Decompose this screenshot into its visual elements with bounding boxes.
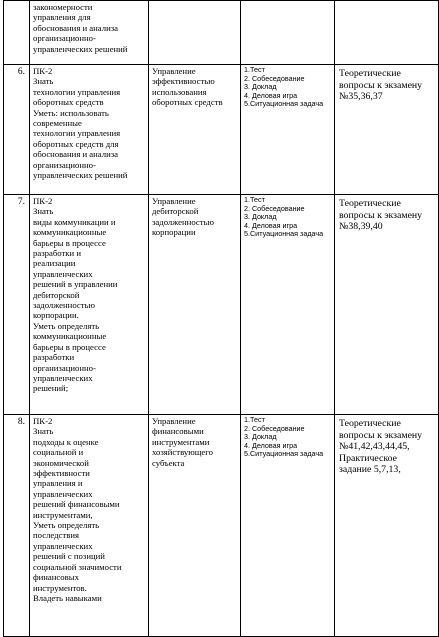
competence-line: дебиторской <box>33 289 80 300</box>
control-form-item: 5.Ситуационная задача <box>244 449 324 459</box>
assessment-table <box>3 0 439 637</box>
control-forms-cell <box>241 195 335 415</box>
competence-line: обоснования и анализа <box>33 22 119 33</box>
exam-line: Практическое <box>339 452 397 464</box>
topic-cell: Управление эффективностью использования оборотных средств <box>149 65 241 195</box>
competence-line: управленческих <box>33 372 93 383</box>
competence-line: организационно- <box>33 33 96 44</box>
competence-line: ПК-2 <box>33 416 53 426</box>
competence-line: управленческих решений <box>33 170 128 181</box>
competence-cell <box>30 415 149 637</box>
competence-line: инструментов. <box>33 582 87 593</box>
control-form-item: 3. Доклад <box>244 212 277 222</box>
competence-line: коммуникационные <box>33 331 107 342</box>
competence-line: Уметь определять <box>33 520 100 531</box>
competence-line: управления и <box>33 478 83 489</box>
competence-line: организационно- <box>33 362 96 373</box>
competence-line: разработки <box>33 352 75 363</box>
control-forms-cell <box>241 415 335 637</box>
control-form-item: 4. Деловая игра <box>244 220 298 230</box>
control-form-item: 4. Деловая игра <box>244 440 298 450</box>
exam-line: вопросы к экзамену <box>339 429 423 441</box>
table-row <box>4 1 439 65</box>
competence-line: Знать <box>33 206 54 217</box>
table-row <box>4 195 439 415</box>
control-form-item: 3. Доклад <box>244 82 277 92</box>
row-number-cell: 7. <box>4 195 30 415</box>
table-body <box>4 1 439 637</box>
exam-line: №41,42,43,44,45, <box>339 441 410 453</box>
competence-line: управленческих <box>33 488 93 499</box>
exam-line: задание 5,7,13, <box>339 464 401 476</box>
competence-line: эффективности <box>33 468 90 479</box>
competence-cell <box>30 195 149 415</box>
exam-line: №35,36,37 <box>339 91 383 103</box>
exam-questions-cell <box>335 415 439 637</box>
control-form-item: 2. Собеседование <box>244 73 305 83</box>
competence-line: Уметь определять <box>33 320 100 331</box>
exam-line: №38,39,40 <box>339 221 383 233</box>
competence-line: оборотных средств для <box>33 138 119 149</box>
competence-line: подходы к оценке <box>33 436 99 447</box>
competence-line: организационно- <box>33 159 96 170</box>
competence-cell <box>30 1 149 65</box>
control-forms-cell <box>241 65 335 195</box>
competence-line: инструментами, <box>33 509 93 520</box>
control-form-item: 1.Тест <box>244 195 265 204</box>
control-form-item: 1.Тест <box>244 415 265 424</box>
exam-line: вопросы к экзамену <box>339 209 423 221</box>
control-form-item: 1.Тест <box>244 65 265 74</box>
competence-line: Знать <box>33 426 54 437</box>
row-number-cell: 8. <box>4 415 30 637</box>
competence-line: социальной и <box>33 447 84 458</box>
competence-line: Владеть навыками <box>33 592 102 603</box>
competence-cell <box>30 65 149 195</box>
competence-line: закономерности <box>33 2 93 12</box>
competence-line: Знать <box>33 76 54 87</box>
competence-line: финансовых <box>33 572 79 583</box>
competence-line: корпорации. <box>33 310 79 321</box>
competence-line: решений; <box>33 383 69 394</box>
competence-line: задолженностью <box>33 300 95 311</box>
competence-line: разработки и <box>33 248 81 259</box>
table-row <box>4 415 439 637</box>
control-form-item: 2. Собеседование <box>244 203 305 213</box>
topic-cell: Управление финансовыми инструментами хозяйствующего субъекта <box>149 415 241 637</box>
competence-line: социальной значимости <box>33 561 122 572</box>
competence-line: барьеры в процессе <box>33 237 106 248</box>
table-row <box>4 65 439 195</box>
competence-line: современные <box>33 118 82 129</box>
row-number-cell: 6. <box>4 65 30 195</box>
competence-line: управленческих <box>33 268 93 279</box>
exam-line: Теоретические <box>339 418 401 429</box>
topic-cell <box>149 1 241 65</box>
competence-line: ПК-2 <box>33 196 53 206</box>
competence-line: управленческих решений <box>33 43 128 54</box>
competence-line: коммуникационные <box>33 227 107 238</box>
competence-line: виды коммуникации и <box>33 216 116 227</box>
competence-line: Уметь: использовать <box>33 107 109 118</box>
control-form-item: 2. Собеседование <box>244 423 305 433</box>
competence-line: решений в управлении <box>33 279 118 290</box>
competence-line: управления для <box>33 12 91 23</box>
competence-line: решений финансовыми <box>33 499 120 510</box>
control-forms-cell <box>241 1 335 65</box>
control-form-item: 5.Ситуационная задача <box>244 99 324 109</box>
exam-line: Теоретические <box>339 198 401 209</box>
control-form-item: 5.Ситуационная задача <box>244 229 324 239</box>
exam-questions-cell <box>335 1 439 65</box>
exam-questions-cell <box>335 195 439 415</box>
competence-line: экономической <box>33 457 89 468</box>
topic-cell: Управление дебиторской задолженностью корпорации <box>149 195 241 415</box>
competence-line: последствия <box>33 530 79 541</box>
competence-line: барьеры в процессе <box>33 341 106 352</box>
competence-line: оборотных средств <box>33 97 104 108</box>
competence-line: ПК-2 <box>33 66 53 76</box>
exam-line: Теоретические <box>339 68 401 79</box>
competence-line: управленческих <box>33 540 93 551</box>
competence-line: технологии управления <box>33 86 121 97</box>
competence-line: технологии управления <box>33 128 121 139</box>
row-number-cell <box>4 1 30 65</box>
exam-questions-cell <box>335 65 439 195</box>
exam-line: вопросы к экзамену <box>339 79 423 91</box>
control-form-item: 3. Доклад <box>244 432 277 442</box>
competence-line: решений с позиций <box>33 551 105 562</box>
competence-line: обоснования и анализа <box>33 149 119 160</box>
control-form-item: 4. Деловая игра <box>244 90 298 100</box>
competence-line: реализации <box>33 258 76 269</box>
